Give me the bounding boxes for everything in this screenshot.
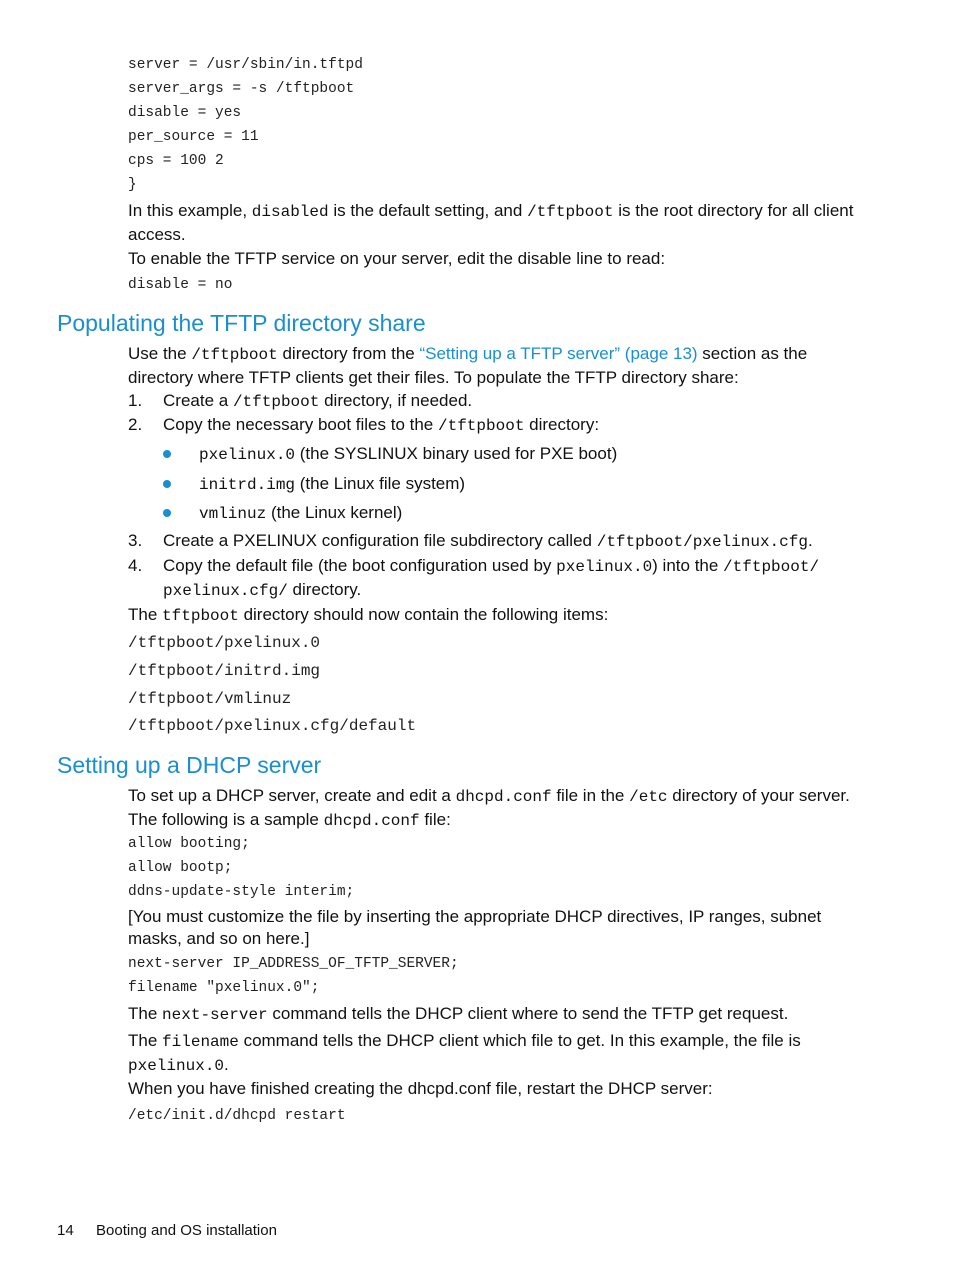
- code-line: next-server IP_ADDRESS_OF_TFTP_SERVER;: [128, 956, 459, 972]
- code-line: /etc/init.d/dhcpd restart: [128, 1108, 346, 1124]
- inline-code: /tftpboot/pxelinux.cfg: [596, 533, 808, 551]
- code-line: }: [128, 177, 137, 193]
- inline-code: dhcpd.conf: [455, 788, 552, 806]
- code-line: allow bootp;: [128, 860, 233, 876]
- list-item: initrd.img (the Linux file system): [199, 474, 466, 494]
- inline-code: pxelinux.0: [199, 446, 296, 464]
- code-line: per_source = 11: [128, 129, 259, 145]
- inline-code: /tftpboot: [527, 203, 614, 221]
- directory-path: /tftpboot/vmlinuz: [128, 690, 292, 708]
- directory-path: /tftpboot/pxelinux.cfg/default: [128, 717, 417, 735]
- chapter-title: Booting and OS installation: [96, 1222, 277, 1239]
- code-line: cps = 100 2: [128, 153, 224, 169]
- inline-code: /tftpboot: [191, 346, 278, 364]
- inline-code: /etc: [629, 788, 668, 806]
- inline-code: disabled: [251, 203, 329, 221]
- code-line: server_args = -s /tftpboot: [128, 81, 355, 97]
- list-number: 4.: [128, 556, 143, 575]
- list-item: Copy the necessary boot files to the /tftpboot directory:: [163, 415, 600, 435]
- inline-code: /tftpboot: [232, 393, 320, 411]
- inline-code: tftpboot: [162, 607, 239, 625]
- list-item: Create a PXELINUX configuration file subdirectory called /tftpboot/pxelinux.cfg.: [163, 531, 813, 551]
- list-number: 1.: [128, 391, 143, 410]
- paragraph: The filename command tells the DHCP client which file to get. In this example, the file is pxelinux.0.: [128, 1031, 801, 1075]
- inline-code: vmlinuz: [199, 505, 267, 523]
- section-heading: Setting up a DHCP server: [57, 752, 322, 778]
- list-item: Copy the default file (the boot configuration used by pxelinux.0) into the /tftpboot/ pxelinux.cfg/ directory.: [163, 556, 820, 600]
- list-item: Create a /tftpboot directory, if needed.: [163, 391, 473, 411]
- inline-code: pxelinux.cfg/: [163, 581, 288, 600]
- inline-code: next-server: [162, 1006, 268, 1024]
- directory-path: /tftpboot/pxelinux.0: [128, 634, 321, 652]
- paragraph: The tftpboot directory should now contain the following items:: [128, 605, 609, 625]
- inline-code: filename: [162, 1033, 239, 1051]
- inline-code: pxelinux.0: [128, 1056, 225, 1075]
- inline-code: pxelinux.0: [556, 558, 653, 576]
- code-line: disable = yes: [128, 105, 242, 121]
- code-line: ddns-update-style interim;: [128, 884, 355, 900]
- code-line: disable = no: [128, 277, 233, 293]
- paragraph: In this example, disabled is the default setting, and /tftpboot is the root directory for all client access.: [128, 201, 854, 244]
- directory-path: /tftpboot/initrd.img: [128, 662, 321, 680]
- list-item: vmlinuz (the Linux kernel): [199, 503, 403, 523]
- list-number: 2.: [128, 415, 143, 434]
- list-item: pxelinux.0 (the SYSLINUX binary used for PXE boot): [199, 444, 618, 464]
- paragraph: [You must customize the file by inserting the appropriate DHCP directives, IP ranges, subnet masks, and so on here.]: [128, 907, 822, 948]
- inline-code: /tftpboot/: [723, 558, 820, 576]
- list-number: 3.: [128, 531, 143, 550]
- cross-reference-link[interactable]: “Setting up a TFTP server” (page 13): [419, 344, 698, 363]
- code-line: filename "pxelinux.0";: [128, 980, 320, 996]
- paragraph: To set up a DHCP server, create and edit a dhcpd.conf file in the /etc directory of your server. The following is a sample dhcpd.conf file:: [128, 786, 850, 830]
- inline-code: /tftpboot: [438, 417, 525, 435]
- page-number: 14: [57, 1222, 74, 1239]
- paragraph: To enable the TFTP service on your server, edit the disable line to read:: [128, 249, 666, 268]
- code-line: server = /usr/sbin/in.tftpd: [128, 57, 363, 73]
- inline-code: dhcpd.conf: [323, 811, 420, 830]
- paragraph: The next-server command tells the DHCP client where to send the TFTP get request.: [128, 1004, 789, 1024]
- section-heading: Populating the TFTP directory share: [57, 310, 426, 336]
- bullet-icon: [163, 450, 171, 458]
- paragraph: Use the /tftpboot directory from the “Setting up a TFTP server” (page 13) section as the directory where TFTP clients get their files. To populate the TFTP directory share:: [128, 344, 808, 387]
- bullet-icon: [163, 509, 171, 517]
- code-line: allow booting;: [128, 836, 250, 852]
- paragraph: When you have finished creating the dhcpd.conf file, restart the DHCP server:: [128, 1079, 713, 1098]
- inline-code: initrd.img: [199, 476, 296, 494]
- bullet-icon: [163, 480, 171, 488]
